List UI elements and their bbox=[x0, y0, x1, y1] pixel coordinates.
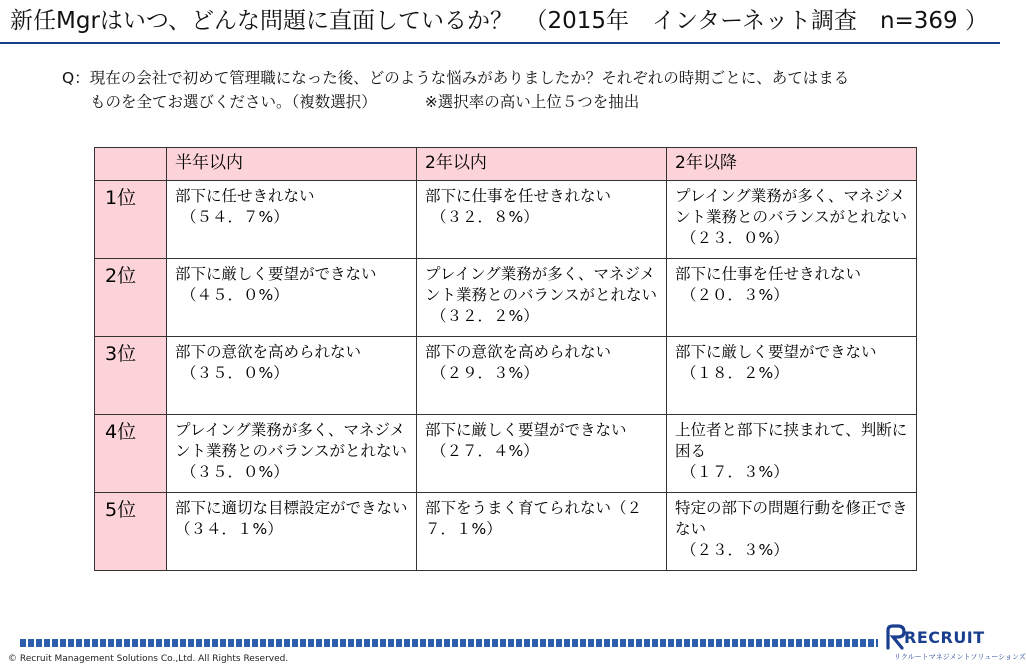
table-row bbox=[95, 493, 917, 571]
table-cell bbox=[417, 181, 667, 259]
table-cell bbox=[417, 337, 667, 415]
logo-text: RECRUIT bbox=[904, 628, 985, 647]
table-cell bbox=[417, 493, 667, 571]
cell-text: 部下をうまく育てられない（２７．１%） bbox=[425, 499, 643, 538]
table-row bbox=[95, 259, 917, 337]
header-corner bbox=[95, 148, 167, 181]
cell-text: 部下に適切な目標設定ができない（３４．１%） bbox=[175, 499, 408, 538]
rank-label: 4位 bbox=[95, 415, 167, 493]
column-header: 半年以内 bbox=[167, 148, 417, 181]
cell-percentage: （５４．７%） bbox=[181, 208, 289, 226]
cell-text: 部下の意欲を高められない bbox=[175, 343, 362, 361]
rank-label: 5位 bbox=[95, 493, 167, 571]
question-line-1: Q：現在の会社で初めて管理職になった後、どのような悩みがありましたか？それぞれの時期ごとに、あてはまる bbox=[62, 69, 850, 87]
ranking-table bbox=[94, 147, 917, 571]
table-cell bbox=[667, 493, 917, 571]
cell-percentage: （２０．３%） bbox=[681, 286, 789, 304]
table-body bbox=[95, 181, 917, 571]
cell-text: 部下に厳しく要望ができない bbox=[175, 265, 377, 283]
survey-question bbox=[62, 66, 962, 114]
cell-percentage: （２３．３%） bbox=[681, 541, 789, 559]
cell-percentage: （３５．０%） bbox=[181, 463, 289, 481]
table-cell bbox=[167, 259, 417, 337]
cell-text: 部下に厳しく要望ができない bbox=[425, 421, 627, 439]
cell-percentage: （３２．８%） bbox=[431, 208, 539, 226]
table-row bbox=[95, 337, 917, 415]
table-cell bbox=[667, 337, 917, 415]
table-cell bbox=[167, 337, 417, 415]
table-cell bbox=[667, 181, 917, 259]
cell-text: プレイング業務が多く、マネジメント業務とのバランスがとれない bbox=[675, 187, 908, 226]
cell-percentage: （２７．４%） bbox=[431, 442, 539, 460]
question-line-2-text: ものを全てお選びください。（複数選択） bbox=[90, 93, 377, 111]
cell-text: 特定の部下の問題行動を修正できない bbox=[675, 499, 908, 538]
question-note: ※選択率の高い上位５つを抽出 bbox=[424, 93, 640, 111]
cell-text: 部下に仕事を任せきれない bbox=[675, 265, 862, 283]
page-title: 新任Mgrはいつ、どんな問題に直面しているか？ （2015年 インターネット調査 n=369 ） bbox=[10, 8, 989, 34]
table-cell bbox=[417, 415, 667, 493]
cell-percentage: （２９．３%） bbox=[431, 364, 539, 382]
recruit-logo bbox=[884, 622, 1026, 670]
question-line-2 bbox=[62, 90, 962, 114]
cell-text: 部下に厳しく要望ができない bbox=[675, 343, 877, 361]
table-cell bbox=[167, 415, 417, 493]
table-row bbox=[95, 415, 917, 493]
cell-text: 部下の意欲を高められない bbox=[425, 343, 612, 361]
column-header: 2年以内 bbox=[417, 148, 667, 181]
table-cell bbox=[167, 181, 417, 259]
cell-percentage: （１７．３%） bbox=[681, 463, 789, 481]
cell-text: プレイング業務が多く、マネジメント業務とのバランスがとれない bbox=[175, 421, 408, 460]
table-cell bbox=[417, 259, 667, 337]
cell-percentage: （１８．２%） bbox=[681, 364, 789, 382]
logo-subtext: リクルートマネジメントソリューションズ bbox=[894, 653, 1026, 661]
cell-percentage: （３２．２%） bbox=[431, 307, 539, 325]
table-header-row bbox=[95, 148, 917, 181]
cell-text: 部下に任せきれない bbox=[175, 187, 315, 205]
title-underline bbox=[0, 42, 1000, 44]
cell-text: プレイング業務が多く、マネジメント業務とのバランスがとれない bbox=[425, 265, 658, 304]
recruit-logo-mark-icon bbox=[884, 624, 906, 650]
copyright-text: © Recruit Management Solutions Co.,Ltd. All Rights Reserved. bbox=[8, 654, 289, 664]
table-cell bbox=[667, 259, 917, 337]
cell-percentage: （４５．０%） bbox=[181, 286, 289, 304]
cell-percentage: （２３．０%） bbox=[681, 229, 789, 247]
table-cell bbox=[667, 415, 917, 493]
cell-text: 上位者と部下に挟まれて、判断に困る bbox=[675, 421, 908, 460]
rank-label: 2位 bbox=[95, 259, 167, 337]
column-header: 2年以降 bbox=[667, 148, 917, 181]
cell-percentage: （３５．０%） bbox=[181, 364, 289, 382]
table-row bbox=[95, 181, 917, 259]
cell-text: 部下に仕事を任せきれない bbox=[425, 187, 612, 205]
footer-dotted-bar bbox=[20, 639, 878, 647]
rank-label: 3位 bbox=[95, 337, 167, 415]
table-cell bbox=[167, 493, 417, 571]
rank-label: 1位 bbox=[95, 181, 167, 259]
